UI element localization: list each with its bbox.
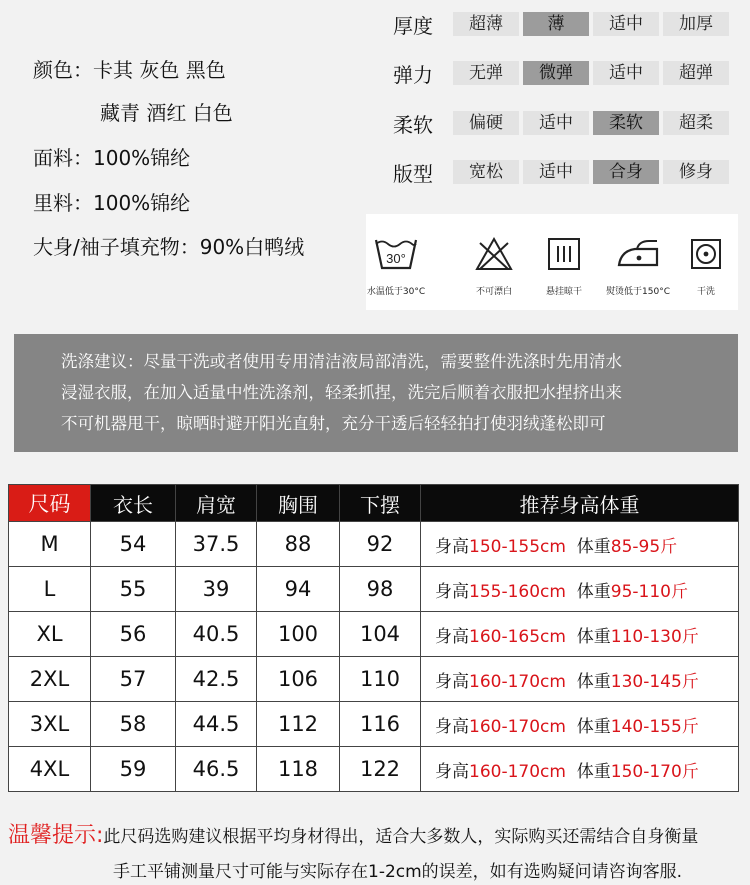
- attr-option: 薄: [523, 12, 589, 36]
- attr-option: 修身: [663, 160, 729, 184]
- attr-option: 偏硬: [453, 111, 519, 135]
- recommend-cell: [421, 657, 739, 702]
- size-table-row: [9, 747, 739, 792]
- attr-row-fit: [393, 159, 729, 185]
- care-panel: [366, 214, 738, 310]
- weight-value: 150-170斤: [610, 761, 699, 782]
- size-table-row: [9, 567, 739, 612]
- gap: [566, 537, 577, 557]
- recommend-cell: [421, 567, 739, 612]
- size-cell: 3XL: [9, 702, 91, 747]
- wash-advice-line: 洗涤建议：尽量干洗或者使用专用清洁液局部清洗，需要整件洗涤时先用清水: [61, 352, 622, 371]
- weight-value: 140-155斤: [610, 716, 699, 737]
- care-item-wash: [358, 232, 434, 297]
- weight-label: 体重: [576, 626, 611, 647]
- size-table-row: [9, 522, 739, 567]
- weight-value: 85-95斤: [610, 536, 678, 557]
- hem-cell: 110: [340, 657, 421, 702]
- chest-cell: 106: [257, 657, 340, 702]
- hem-cell: 98: [340, 567, 421, 612]
- length-cell: 56: [91, 612, 176, 657]
- tip-line-1: [8, 818, 698, 849]
- care-item-hang: [526, 232, 602, 297]
- care-text: 悬挂晾干: [545, 287, 582, 297]
- header-length: 衣长: [91, 485, 176, 522]
- length-cell: 59: [91, 747, 176, 792]
- gap: [566, 717, 577, 737]
- size-cell: 2XL: [9, 657, 91, 702]
- size-cell: XL: [9, 612, 91, 657]
- attr-label: 厚度: [393, 13, 433, 38]
- height-value: 160-170cm: [469, 716, 566, 737]
- height-value: 160-165cm: [469, 626, 566, 647]
- weight-value: 95-110斤: [610, 581, 688, 602]
- shoulder-cell: 44.5: [176, 702, 257, 747]
- chest-cell: 88: [257, 522, 340, 567]
- size-table: [8, 484, 739, 792]
- hem-cell: 122: [340, 747, 421, 792]
- length-cell: 57: [91, 657, 176, 702]
- attr-option: 加厚: [663, 12, 729, 36]
- attr-label: 柔软: [393, 112, 433, 137]
- height-value: 150-155cm: [469, 536, 566, 557]
- shoulder-cell: 46.5: [176, 747, 257, 792]
- weight-value: 130-145斤: [610, 671, 699, 692]
- height-value: 160-170cm: [469, 671, 566, 692]
- care-text: 不可漂白: [475, 287, 512, 297]
- care-item-dryclean: [668, 232, 744, 297]
- size-cell: 4XL: [9, 747, 91, 792]
- gap: [566, 582, 577, 602]
- weight-label: 体重: [576, 716, 611, 737]
- attr-option: 超薄: [453, 12, 519, 36]
- header-recommend: 推荐身高体重: [421, 485, 739, 522]
- size-table-row: [9, 702, 739, 747]
- header-shoulder: 肩宽: [176, 485, 257, 522]
- color-line-2: 藏青 酒红 白色: [100, 101, 233, 125]
- tip-text-1: 此尺码选购建议根据平均身材得出，适合大多数人，实际购买还需结合自身衡量: [103, 827, 699, 847]
- attr-row-elasticity: [393, 60, 729, 86]
- attr-option: 无弹: [453, 61, 519, 85]
- dry-clean-icon: [668, 232, 744, 276]
- care-text: 干洗: [696, 287, 715, 297]
- weight-label: 体重: [576, 536, 611, 557]
- attr-option: 适中: [593, 12, 659, 36]
- filling-info: 大身/袖子填充物：90%白鸭绒: [33, 235, 305, 259]
- header-chest: 胸围: [257, 485, 340, 522]
- shoulder-cell: 42.5: [176, 657, 257, 702]
- attr-option: 适中: [593, 61, 659, 85]
- height-label: 身高: [435, 671, 469, 692]
- height-label: 身高: [435, 536, 469, 557]
- chest-cell: 112: [257, 702, 340, 747]
- wash-advice-line: 不可机器甩干，晾晒时避开阳光直射，充分干透后轻轻拍打使羽绒蓬松即可: [61, 414, 606, 433]
- attr-row-thickness: [393, 11, 729, 37]
- tip-text-2: 手工平铺测量尺寸可能与实际存在1-2cm的误差，如有选购疑问请咨询客服.: [113, 862, 683, 882]
- size-cell: L: [9, 567, 91, 612]
- header-size: 尺码: [9, 485, 91, 522]
- size-table-header: [9, 485, 739, 522]
- care-item-bleach: [456, 232, 532, 297]
- wash-temp-badge: 30°: [386, 251, 406, 266]
- attr-option: 微弹: [523, 61, 589, 85]
- height-label: 身高: [435, 581, 469, 602]
- recommend-cell: [421, 747, 739, 792]
- attr-row-softness: [393, 110, 729, 136]
- height-value: 155-160cm: [469, 581, 566, 602]
- attr-option: 超柔: [663, 111, 729, 135]
- color-line-1: 颜色：卡其 灰色 黑色: [33, 58, 226, 82]
- recommend-cell: [421, 522, 739, 567]
- iron-low-icon: [600, 232, 676, 276]
- attr-option: 合身: [593, 160, 659, 184]
- wash-advice-box: [14, 334, 738, 452]
- no-bleach-icon: [456, 232, 532, 276]
- care-text: 水温低于30°C: [366, 287, 426, 297]
- gap: [566, 762, 577, 782]
- lining-info: 里料：100%锦纶: [33, 191, 191, 215]
- hem-cell: 116: [340, 702, 421, 747]
- hem-cell: 104: [340, 612, 421, 657]
- recommend-cell: [421, 612, 739, 657]
- shoulder-cell: 39: [176, 567, 257, 612]
- size-table-row: [9, 612, 739, 657]
- attr-label: 版型: [393, 161, 433, 186]
- wash-30-icon: [358, 232, 434, 276]
- height-label: 身高: [435, 716, 469, 737]
- height-label: 身高: [435, 761, 469, 782]
- weight-label: 体重: [576, 761, 611, 782]
- attr-option: 适中: [523, 111, 589, 135]
- care-text: 熨烫低于150°C: [606, 287, 670, 297]
- length-cell: 58: [91, 702, 176, 747]
- hang-dry-icon: [526, 232, 602, 276]
- attr-option: 宽松: [453, 160, 519, 184]
- attr-option: 柔软: [593, 111, 659, 135]
- attr-option: 超弹: [663, 61, 729, 85]
- length-cell: 54: [91, 522, 176, 567]
- care-item-iron: [600, 232, 676, 297]
- recommend-cell: [421, 702, 739, 747]
- attr-label: 弹力: [393, 62, 433, 87]
- attr-option: 适中: [523, 160, 589, 184]
- wash-advice-line: 浸湿衣服，在加入适量中性洗涤剂，轻柔抓捏，洗完后顺着衣服把水捏挤出来: [61, 383, 622, 402]
- weight-label: 体重: [576, 581, 611, 602]
- chest-cell: 100: [257, 612, 340, 657]
- gap: [566, 627, 577, 647]
- gap: [566, 672, 577, 692]
- chest-cell: 118: [257, 747, 340, 792]
- weight-value: 110-130斤: [610, 626, 699, 647]
- chest-cell: 94: [257, 567, 340, 612]
- fabric-info: 面料：100%锦纶: [33, 146, 191, 170]
- size-table-row: [9, 657, 739, 702]
- shoulder-cell: 37.5: [176, 522, 257, 567]
- size-cell: M: [9, 522, 91, 567]
- header-hem: 下摆: [340, 485, 421, 522]
- hem-cell: 92: [340, 522, 421, 567]
- length-cell: 55: [91, 567, 176, 612]
- height-label: 身高: [435, 626, 469, 647]
- shoulder-cell: 40.5: [176, 612, 257, 657]
- weight-label: 体重: [576, 671, 611, 692]
- tip-title: 温馨提示:: [8, 823, 104, 848]
- height-value: 160-170cm: [469, 761, 566, 782]
